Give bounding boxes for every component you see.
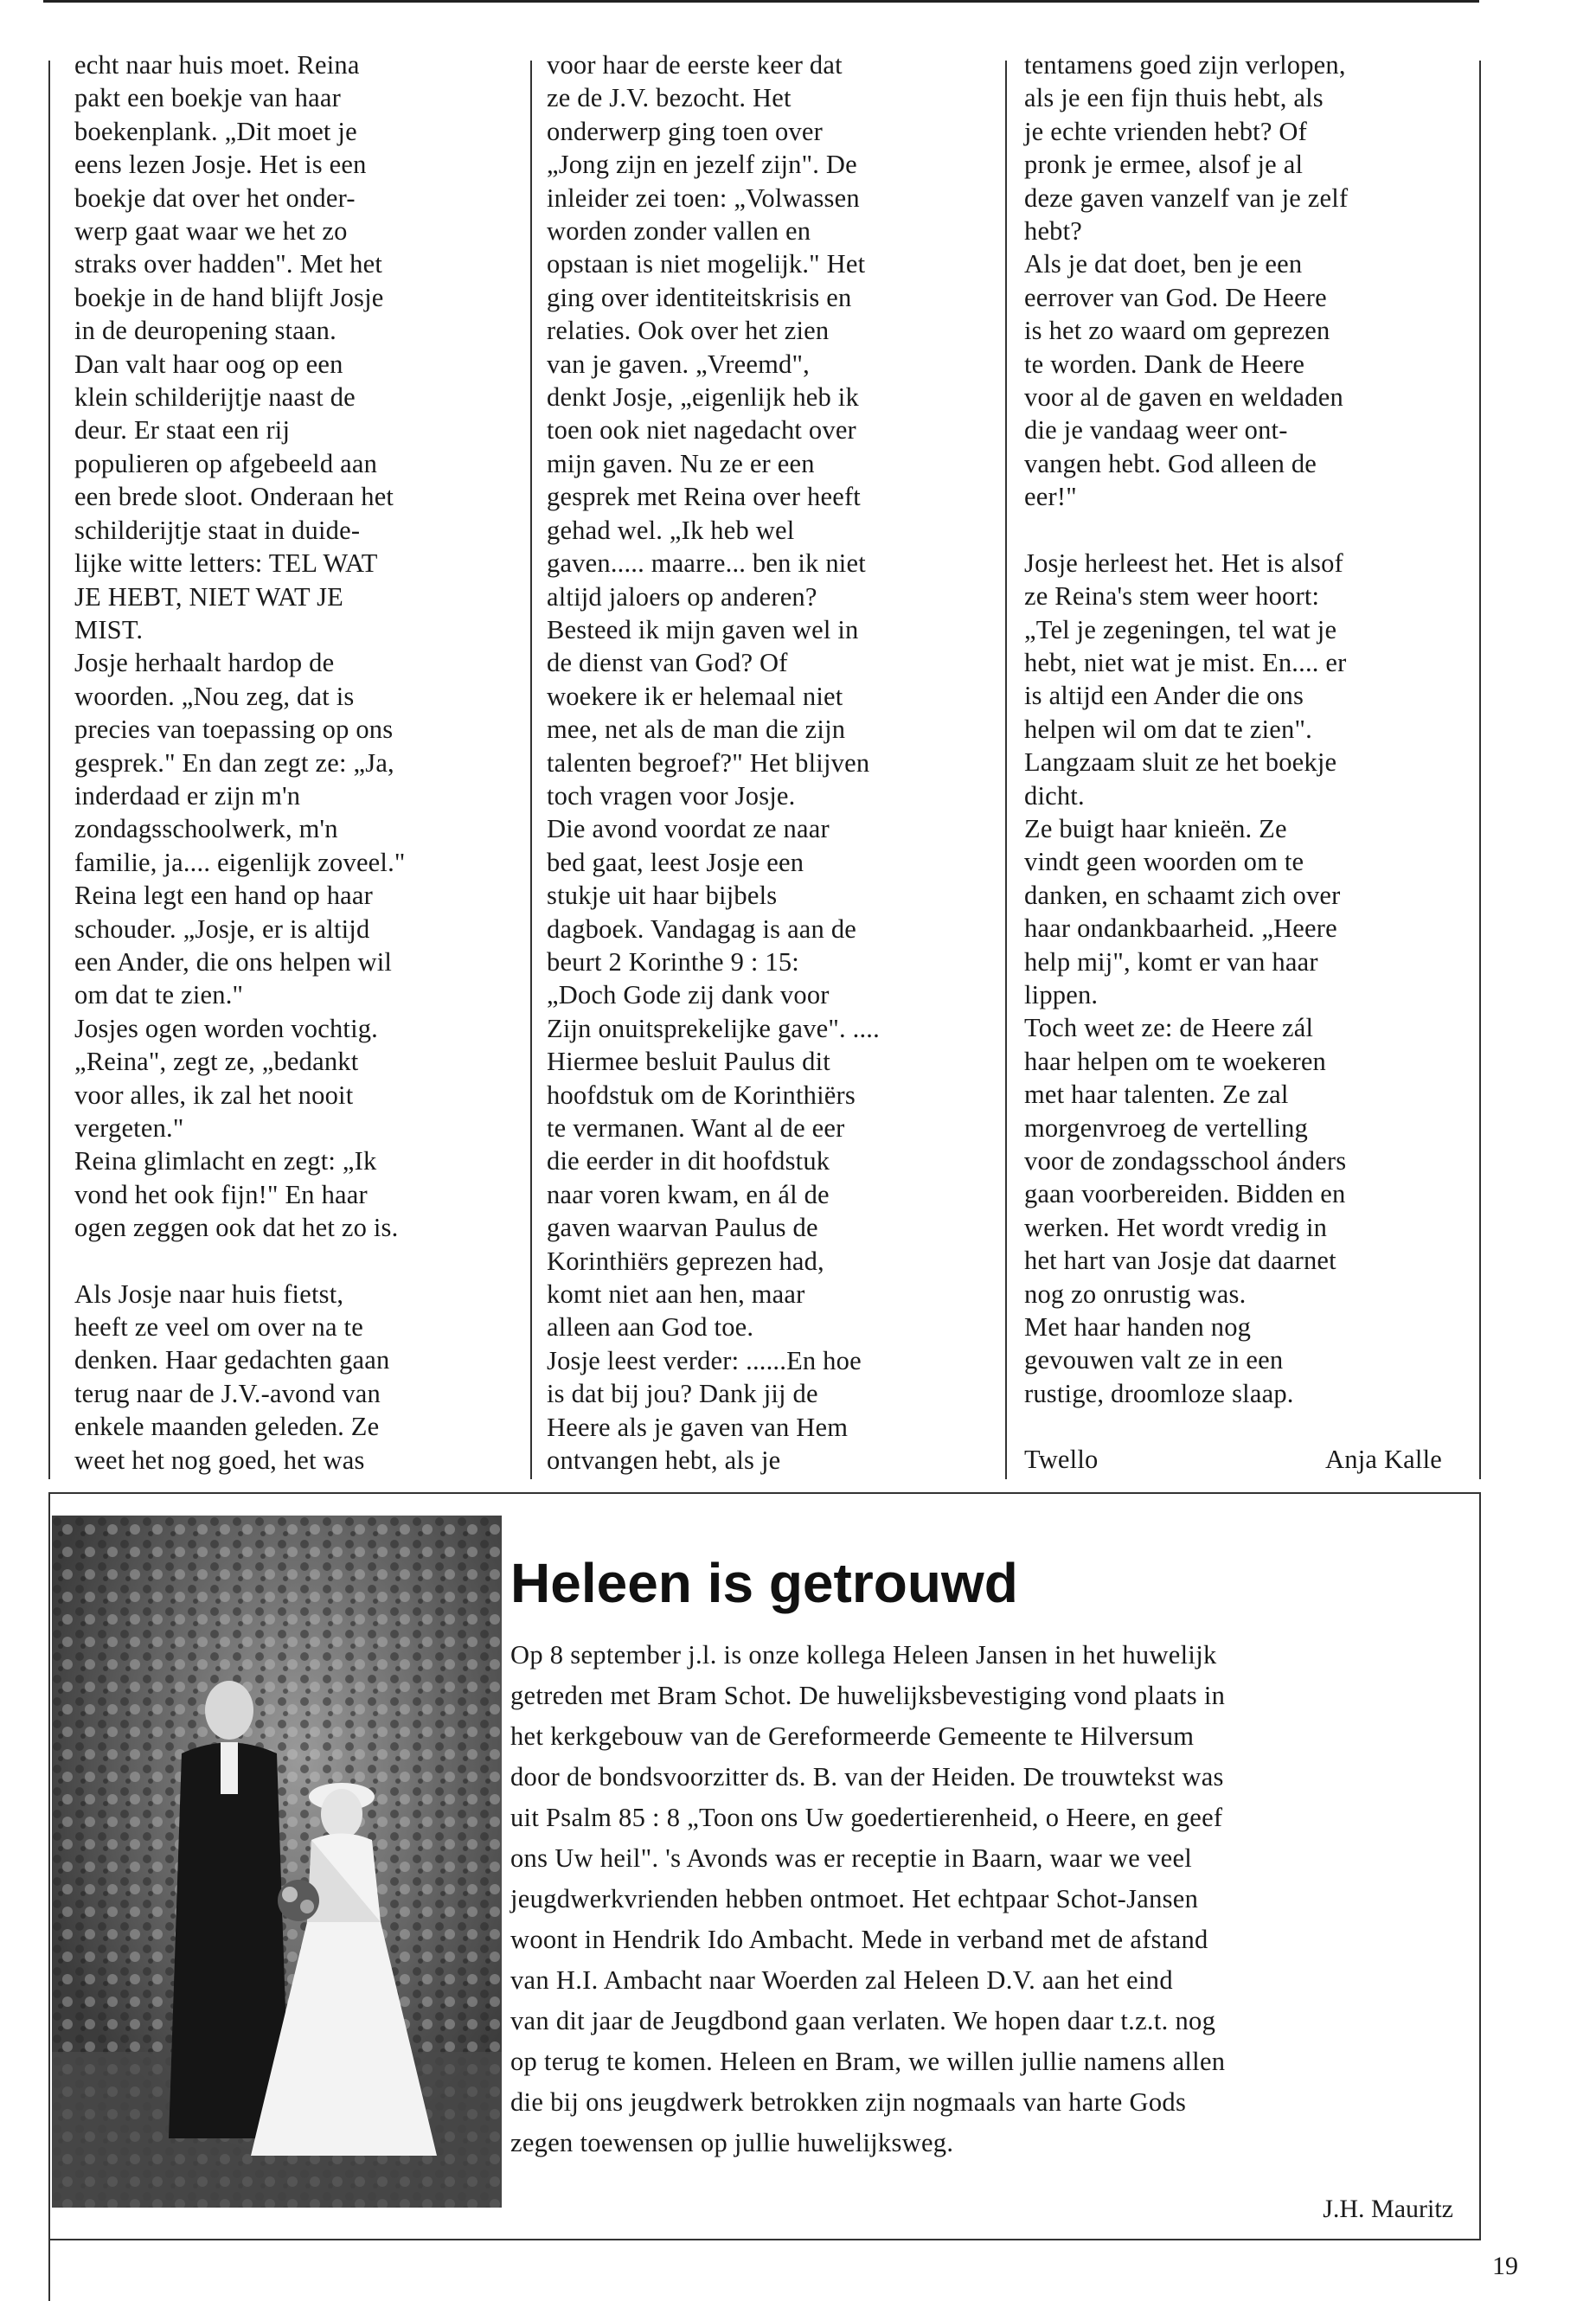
article-line: van H.I. Ambacht naar Woerden zal Heleen D.V. aan het eind [510, 1965, 1173, 1995]
text-line: dagboek. Vandagag is aan de [547, 913, 857, 944]
text-line: gesprek." En dan zegt ze: „Ja, [74, 747, 394, 778]
article-line: door de bondsvoorzitter ds. B. van der Heiden. De trouwtekst was [510, 1762, 1224, 1791]
text-line: vergeten." [74, 1113, 184, 1143]
text-line: woekere ik er helemaal niet [547, 681, 843, 711]
text-line: gaven..... maarre... ben ik niet [547, 548, 866, 579]
article-line: woont in Hendrik Ido Ambacht. Mede in verband met de afstand [510, 1925, 1208, 1954]
text-line: werken. Het wordt vredig in [1024, 1212, 1328, 1242]
article-line: die bij ons jeugdwerk betrokken zijn nogmaals van harte Gods [510, 2087, 1187, 2117]
text-line: haar ondankbaarheid. „Heere [1024, 913, 1337, 944]
text-line: dicht. [1024, 780, 1085, 811]
text-line: bed gaat, leest Josje een [547, 847, 804, 877]
text-line: van je gaven. „Vreemd", [547, 349, 810, 379]
text-line: voor de zondagsschool ánders [1024, 1146, 1347, 1176]
text-line: gaven waarvan Paulus de [547, 1213, 818, 1243]
text-line: deur. Er staat een rij [74, 415, 291, 445]
text-line: talenten begroef?" Het blijven [547, 747, 870, 778]
text-line: hebt, niet wat je mist. En.... er [1024, 647, 1347, 677]
text-line: ogen zeggen ook dat het zo is. [74, 1213, 399, 1243]
text-line: altijd jaloers op anderen? [547, 581, 817, 612]
text-line: toch vragen voor Josje. [547, 780, 796, 811]
text-line: JE HEBT, NIET WAT JE [74, 581, 343, 612]
text-line: Dan valt haar oog op een [74, 349, 343, 379]
text-line: woorden. „Nou zeg, dat is [74, 681, 355, 711]
text-line: Korinthiërs geprezen had, [547, 1246, 824, 1276]
text-line: boekenplank. „Dit moet je [74, 116, 357, 146]
text-line: eerrover van God. De Heere [1024, 282, 1327, 312]
text-line: morgenvroeg de vertelling [1024, 1112, 1308, 1143]
text-line: deze gaven vanzelf van je zelf [1024, 183, 1349, 213]
text-line: voor alles, ik zal het nooit [74, 1080, 354, 1110]
text-line: klein schilderijtje naast de [74, 382, 356, 413]
text-line: „Tel je zegeningen, tel wat je [1024, 614, 1337, 644]
text-line: Josjes ogen worden vochtig. [74, 1013, 379, 1043]
text-line: voor al de gaven en weldaden [1024, 382, 1343, 413]
text-line: onderwerp ging toen over [547, 116, 824, 146]
signature-place: Twello [1024, 1445, 1099, 1475]
column-rule-left [48, 61, 50, 1479]
text-line: gehad wel. „Ik heb wel [547, 515, 795, 545]
text-line: gesprek met Reina over heeft [547, 482, 861, 512]
text-line: toen ook niet nagedacht over [547, 415, 856, 445]
text-line: worden zonder vallen en [547, 216, 811, 247]
text-line: denkt Josje, „eigenlijk heb ik [547, 382, 859, 413]
text-line: helpen wil om dat te zien". [1024, 714, 1312, 744]
text-line: boekje dat over het onder- [74, 183, 356, 213]
text-line: vindt geen woorden om te [1024, 847, 1304, 877]
article-headline: Heleen is getrouwd [510, 1552, 1018, 1614]
article-line: op terug te komen. Heleen en Bram, we willen jullie namens allen [510, 2047, 1226, 2076]
text-line: vangen hebt. God alleen de [1024, 448, 1317, 478]
text-line: pronk je ermee, alsof je al [1024, 150, 1304, 180]
text-line: haar helpen om te woekeren [1024, 1046, 1327, 1076]
article-body [510, 1635, 1471, 2163]
text-line: tentamens goed zijn verlopen, [1024, 50, 1346, 80]
paragraph-gap [1024, 514, 1461, 547]
text-line: die eerder in dit hoofdstuk [547, 1146, 830, 1176]
text-line: Reina glimlacht en zegt: „Ik [74, 1146, 377, 1176]
text-line: is het zo waard om geprezen [1024, 316, 1330, 346]
column-rule-1 [530, 61, 532, 1479]
text-line: straks over hadden". Met het [74, 249, 382, 279]
text-line: relaties. Ook over het zien [547, 316, 830, 346]
text-line: populieren op afgebeeld aan [74, 448, 378, 478]
text-line: stukje uit haar bijbels [547, 881, 778, 911]
text-line: weet het nog goed, het was [74, 1445, 365, 1475]
text-line: rustige, droomloze slaap. [1024, 1378, 1294, 1408]
article-line: van dit jaar de Jeugdbond gaan verlaten. We hopen daar t.z.t. nog [510, 2006, 1216, 2035]
article-box-bottom [48, 2239, 1481, 2240]
text-line: mijn gaven. Nu ze er een [547, 448, 815, 478]
text-line: Langzaam sluit ze het boekje [1024, 747, 1337, 778]
article-line: het kerkgebouw van de Gereformeerde Gemeente te Hilversum [510, 1721, 1195, 1751]
text-line: opstaan is niet mogelijk." Het [547, 249, 866, 279]
text-line: hebt? [1024, 216, 1083, 247]
text-line: lippen. [1024, 979, 1099, 1009]
text-line: inderdaad er zijn m'n [74, 780, 301, 811]
text-line: werp gaat waar we het zo [74, 216, 348, 247]
text-line: ze de J.V. bezocht. Het [547, 83, 792, 113]
text-line: mee, net als de man die zijn [547, 715, 846, 745]
story-column-1 [74, 48, 511, 1477]
text-line: schilderijtje staat in duide- [74, 515, 361, 545]
text-line: komt niet aan hen, maar [547, 1279, 805, 1310]
text-line: Met haar handen nog [1024, 1312, 1252, 1343]
text-line: Als Josje naar huis fietst, [74, 1279, 344, 1309]
paragraph-gap [1024, 1410, 1461, 1443]
text-line: beurt 2 Korinthe 9 : 15: [547, 946, 799, 977]
text-line: terug naar de J.V.-avond van [74, 1378, 381, 1408]
article-box-top [48, 1492, 1481, 1494]
text-line: MIST. [74, 614, 144, 644]
text-line: te vermanen. Want al de eer [547, 1113, 845, 1143]
signature-author: Anja Kalle [1325, 1445, 1442, 1475]
article-byline: J.H. Mauritz [1323, 2195, 1453, 2223]
text-line: gaan voorbereiden. Bidden en [1024, 1179, 1346, 1209]
text-line: is dat bij jou? Dank jij de [547, 1379, 818, 1409]
text-line: Als je dat doet, ben je een [1024, 249, 1303, 279]
article-line: Op 8 september j.l. is onze kollega Heleen Jansen in het huwelijk [510, 1640, 1217, 1670]
text-line: help mij", komt er van haar [1024, 946, 1318, 977]
text-line: schouder. „Josje, er is altijd [74, 913, 370, 944]
text-line: „Jong zijn en jezelf zijn". De [547, 150, 857, 180]
page-number: 19 [1492, 2252, 1518, 2280]
text-line: danken, en schaamt zich over [1024, 880, 1341, 910]
text-line: zondagsschoolwerk, m'n [74, 814, 338, 844]
text-line: is altijd een Ander die ons [1024, 681, 1304, 711]
text-line: je echte vrienden hebt? Of [1024, 116, 1307, 146]
text-line: Besteed ik mijn gaven wel in [547, 614, 859, 644]
text-line: ontvangen hebt, als je [547, 1445, 781, 1476]
text-line: alleen aan God toe. [547, 1312, 754, 1343]
text-line: inleider zei toen: „Volwassen [547, 183, 860, 213]
text-line: Heere als je gaven van Hem [547, 1412, 849, 1442]
text-line: nog zo onrustig was. [1024, 1279, 1247, 1309]
article-box-left [48, 1492, 50, 2301]
text-line: enkele maanden geleden. Ze [74, 1412, 380, 1442]
article-line: jeugdwerkvrienden hebben ontmoet. Het echtpaar Schot-Jansen [510, 1884, 1199, 1913]
text-line: hoofdstuk om de Korinthiërs [547, 1080, 856, 1110]
text-line: „Doch Gode zij dank voor [547, 980, 830, 1010]
text-line: Josje leest verder: ......En hoe [547, 1345, 862, 1375]
text-line: met haar talenten. Ze zal [1024, 1080, 1289, 1110]
article-line: getreden met Bram Schot. De huwelijksbevestiging vond plaats in [510, 1681, 1226, 1710]
article-line: ons Uw heil". 's Avonds was er receptie in Baarn, waar we veel [510, 1843, 1193, 1873]
text-line: in de deuropening staan. [74, 316, 337, 346]
wedding-photo [52, 1516, 502, 2208]
text-line: ging over identiteitskrisis en [547, 282, 852, 312]
text-line: boekje in de hand blijft Josje [74, 282, 384, 312]
text-line: een Ander, die ons helpen wil [74, 946, 393, 977]
story-signature [1024, 1443, 1461, 1476]
text-line: voor haar de eerste keer dat [547, 50, 843, 80]
text-line: Reina legt een hand op haar [74, 881, 373, 911]
text-line: Toch weet ze: de Heere zál [1024, 1013, 1314, 1043]
column-rule-right [1479, 61, 1481, 1479]
text-line: om dat te zien." [74, 980, 244, 1010]
text-line: gevouwen valt ze in een [1024, 1345, 1284, 1375]
text-line: Josje herleest het. Het is alsof [1024, 548, 1343, 578]
text-line: denken. Haar gedachten gaan [74, 1345, 390, 1375]
text-line: pakt een boekje van haar [74, 83, 341, 113]
article-line: uit Psalm 85 : 8 „Toon ons Uw goedertierenheid, o Heere, en geef [510, 1803, 1223, 1832]
text-line: als je een fijn thuis hebt, als [1024, 83, 1324, 113]
top-rule [43, 0, 1479, 3]
column-rule-2 [1005, 61, 1007, 1479]
text-line: eer!" [1024, 482, 1077, 512]
text-line: de dienst van God? Of [547, 648, 788, 678]
text-line: ze Reina's stem weer hoort: [1024, 581, 1320, 612]
text-line: die je vandaag weer ont- [1024, 415, 1288, 445]
article-line: zegen toewensen op jullie huwelijksweg. [510, 2128, 954, 2157]
text-line: Josje herhaalt hardop de [74, 648, 335, 678]
text-line: precies van toepassing op ons [74, 715, 394, 745]
text-line: lijke witte letters: TEL WAT [74, 548, 378, 579]
text-line: „Reina", zegt ze, „bedankt [74, 1047, 359, 1077]
text-line: Hiermee besluit Paulus dit [547, 1047, 830, 1077]
text-line: Zijn onuitsprekelijke gave". .... [547, 1013, 880, 1043]
text-line: Ze buigt haar knieën. Ze [1024, 813, 1287, 843]
text-line: Die avond voordat ze naar [547, 814, 830, 844]
text-line: vond het ook fijn!" En haar [74, 1179, 368, 1209]
story-column-2 [547, 48, 984, 1477]
text-line: naar voren kwam, en ál de [547, 1179, 830, 1209]
text-line: heeft ze veel om over na te [74, 1312, 363, 1343]
text-line: echt naar huis moet. Reina [74, 50, 360, 80]
story-column-3 [1024, 48, 1461, 1477]
text-line: een brede sloot. Onderaan het [74, 482, 394, 512]
text-line: familie, ja.... eigenlijk zoveel." [74, 847, 406, 877]
text-line: te worden. Dank de Heere [1024, 349, 1305, 379]
article-box-right [1479, 1492, 1481, 2240]
text-line: het hart van Josje dat daarnet [1024, 1246, 1336, 1276]
text-line: eens lezen Josje. Het is een [74, 150, 367, 180]
paragraph-gap [74, 1245, 511, 1278]
